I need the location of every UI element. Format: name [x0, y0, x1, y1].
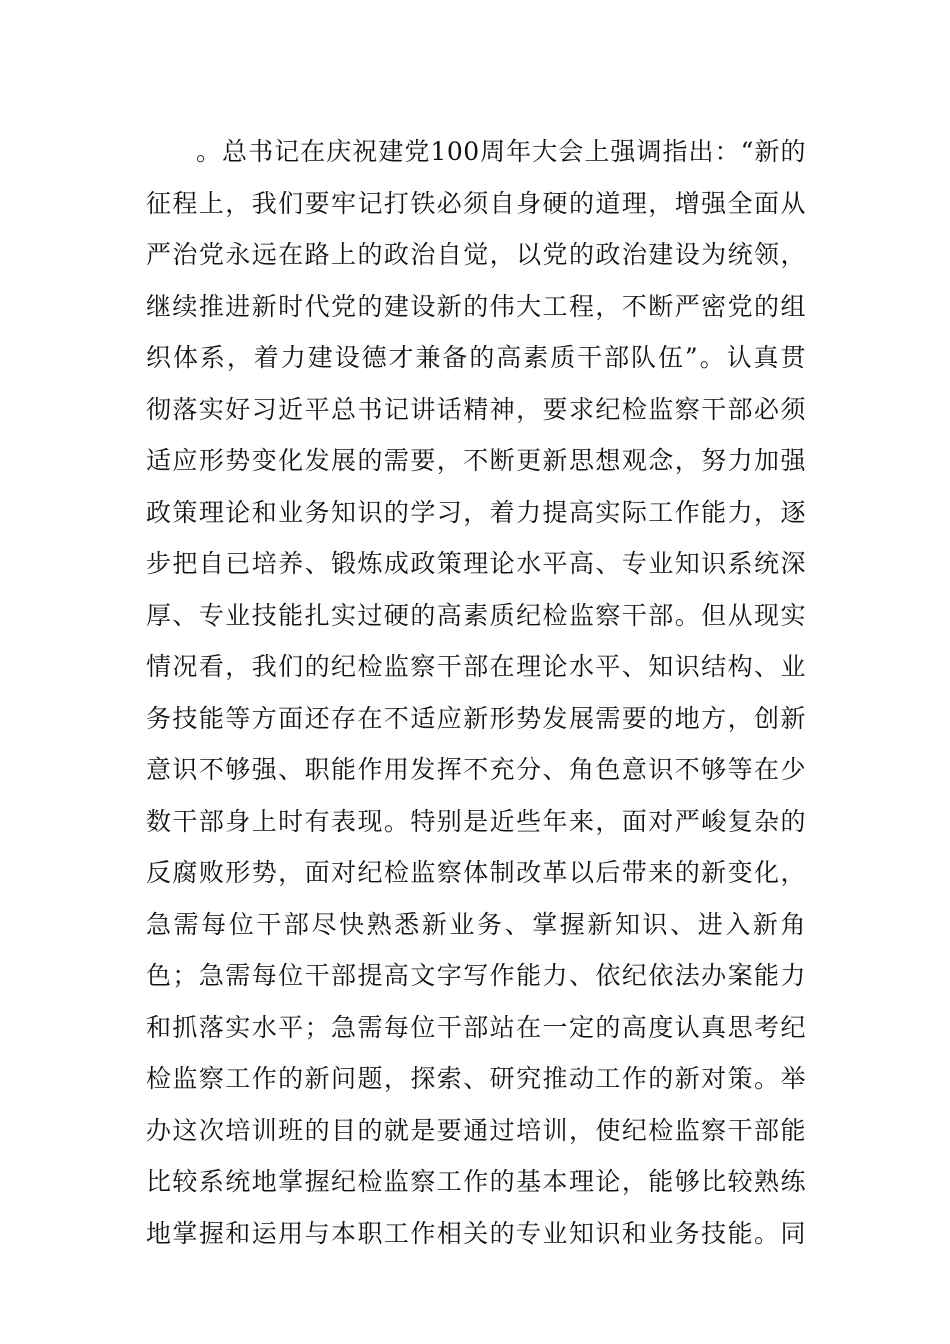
- text-line: 务技能等方面还存在不适应新形势发展需要的地方，创新: [146, 703, 806, 733]
- text-line: 反腐败形势，面对纪检监察体制改革以后带来的新变化，: [146, 858, 806, 887]
- text-line: 政策理论和业务知识的学习，着力提高实际工作能力，逐: [146, 497, 806, 527]
- text-line: 意识不够强、职能作用发挥不充分、角色意识不够等在少: [146, 755, 806, 784]
- text-line: 急需每位干部尽快熟悉新业务、掌握新知识、进入新角: [146, 909, 806, 939]
- text-line: 色；急需每位干部提高文字写作能力、依纪依法办案能力: [146, 961, 806, 990]
- text-line: 严治党永远在路上的政治自觉，以党的政治建设为统领，: [146, 240, 806, 269]
- text-line: 厚、专业技能扎实过硬的高素质纪检监察干部。但从现实: [146, 600, 806, 630]
- text-line: 。总书记在庆祝建党100周年大会上强调指出：“新的: [196, 137, 806, 166]
- body-paragraph: [146, 126, 806, 1259]
- text-line: 步把自已培养、锻炼成政策理论水平高、专业知识系统深: [146, 549, 806, 578]
- text-line: 织体系，着力建设德才兼备的高素质干部队伍”。认真贯: [146, 343, 806, 372]
- text-line: 征程上，我们要牢记打铁必须自身硬的道理，增强全面从: [146, 188, 806, 218]
- text-line: 数干部身上时有表现。特别是近些年来，面对严峻复杂的: [146, 806, 806, 836]
- text-line: 地掌握和运用与本职工作相关的专业知识和业务技能。同: [146, 1218, 806, 1248]
- text-line: 检监察工作的新问题，探索、研究推动工作的新对策。举: [146, 1064, 806, 1093]
- text-line: 和抓落实水平；急需每位干部站在一定的高度认真思考纪: [146, 1012, 806, 1042]
- text-line: 继续推进新时代党的建设新的伟大工程，不断严密党的组: [146, 291, 806, 321]
- text-line: 比较系统地掌握纪检监察工作的基本理论，能够比较熟练: [146, 1167, 806, 1196]
- text-line: 情况看，我们的纪检监察干部在理论水平、知识结构、业: [146, 652, 806, 681]
- text-line: 办这次培训班的目的就是要通过培训，使纪检监察干部能: [146, 1115, 806, 1145]
- text-line: 彻落实好习近平总书记讲话精神，要求纪检监察干部必须: [146, 394, 806, 424]
- text-line: 适应形势变化发展的需要，不断更新思想观念，努力加强: [146, 446, 806, 475]
